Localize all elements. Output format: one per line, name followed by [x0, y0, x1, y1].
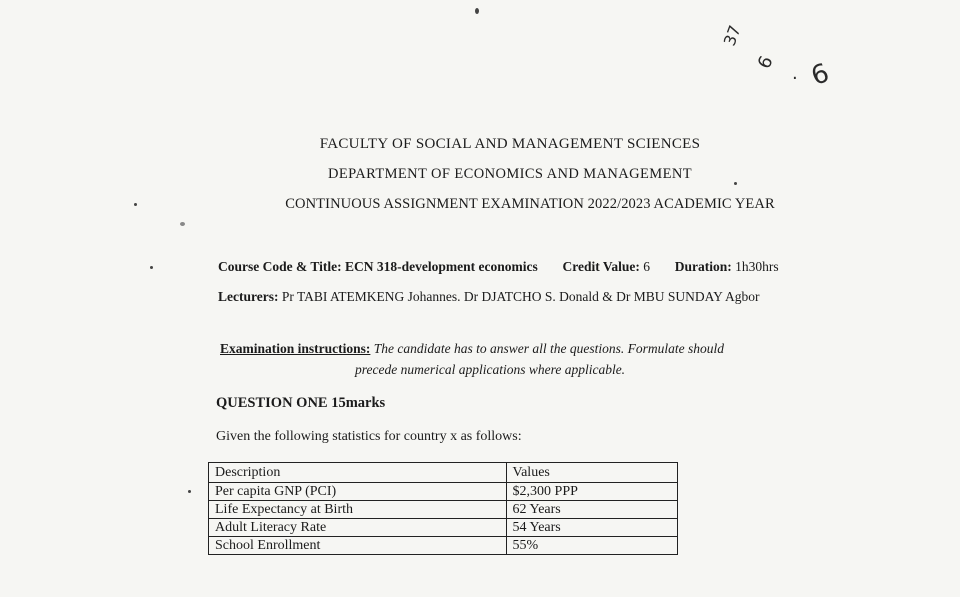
lecturers-value: Pr TABI ATEMKENG Johannes. Dr DJATCHO S. Donald & Dr MBU SUNDAY Agbor	[281, 289, 760, 304]
scan-speck	[180, 222, 185, 226]
credit-label: Credit Value:	[562, 259, 640, 274]
table-row	[209, 519, 678, 537]
table-cell-value: 62 Years	[506, 501, 677, 519]
statistics-table	[208, 462, 678, 555]
credit-value: 6	[643, 259, 650, 274]
scan-speck	[188, 490, 191, 493]
table-header-description: Description	[209, 463, 507, 483]
department-title: DEPARTMENT OF ECONOMICS AND MANAGEMENT	[328, 166, 692, 182]
table-row	[209, 537, 678, 555]
table-header-values: Values	[506, 463, 677, 483]
instructions	[220, 341, 724, 357]
instructions-text-2: precede numerical applications where applicable.	[355, 362, 626, 377]
scan-speck	[475, 8, 479, 14]
table-cell-value: 55%	[506, 537, 677, 555]
faculty-title: FACULTY OF SOCIAL AND MANAGEMENT SCIENCES	[319, 136, 701, 152]
lecturers-label: Lecturers:	[218, 289, 279, 304]
course-label: Course Code & Title:	[218, 259, 342, 274]
course-value: ECN 318-development economics	[345, 259, 538, 274]
duration-label: Duration:	[674, 259, 732, 274]
handwritten-mark: 6	[753, 52, 778, 73]
table-cell-description: School Enrollment	[209, 537, 507, 555]
table-row	[209, 483, 678, 501]
table-cell-description: Per capita GNP (PCI)	[209, 483, 507, 501]
lecturers-info	[218, 289, 760, 305]
exam-title: CONTINUOUS ASSIGNMENT EXAMINATION 2022/2023 ACADEMIC YEAR	[285, 196, 775, 212]
course-info	[218, 259, 779, 275]
scan-speck	[150, 266, 153, 269]
question-intro: Given the following statistics for country x as follows:	[216, 429, 522, 444]
instructions-text-1: The candidate has to answer all the questions. Formulate should	[373, 341, 725, 356]
instructions-label: Examination instructions:	[220, 341, 371, 356]
duration-value: 1h30hrs	[735, 259, 779, 274]
handwritten-mark: 37	[719, 22, 745, 49]
table-cell-description: Adult Literacy Rate	[209, 519, 507, 537]
table-cell-description: Life Expectancy at Birth	[209, 501, 507, 519]
handwritten-mark: 6	[807, 58, 834, 92]
handwritten-dot: ·	[792, 68, 798, 89]
table-cell-value: 54 Years	[506, 519, 677, 537]
table-cell-value: $2,300 PPP	[506, 483, 677, 501]
table-row	[209, 501, 678, 519]
table-header-row	[209, 463, 678, 483]
question-title: QUESTION ONE 15marks	[216, 395, 386, 411]
